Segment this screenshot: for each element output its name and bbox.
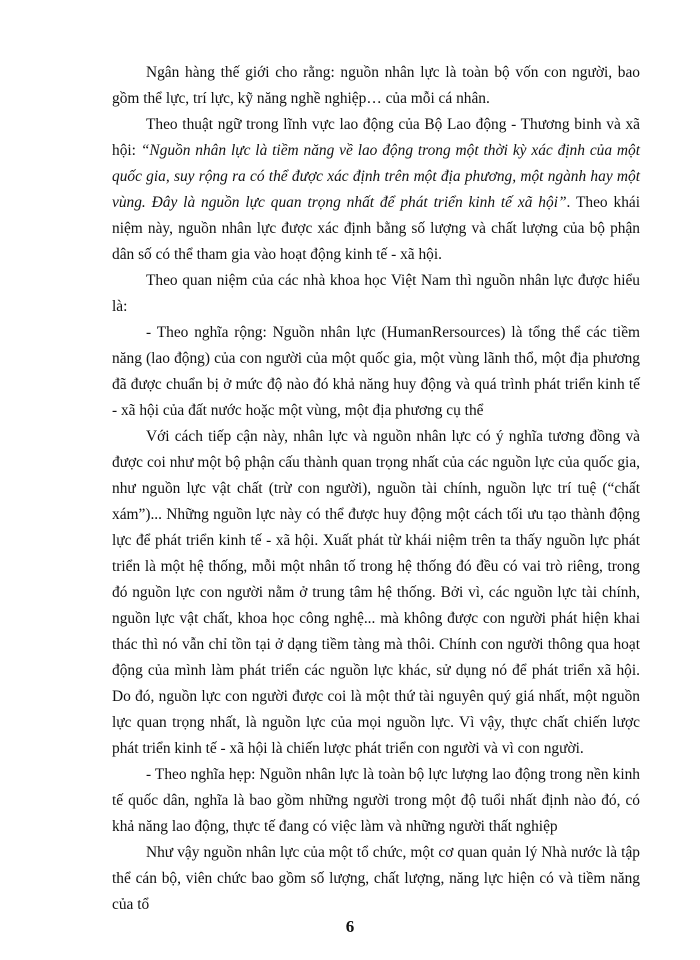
paragraph-ministry-definition [112, 112, 640, 268]
paragraph-world-bank-definition: Ngân hàng thế giới cho rằng: nguồn nhân lực là toàn bộ vốn con người, bao gồm thể lực, trí lực, kỹ năng nghề nghiệp… của mỗi cá nhân. [112, 64, 640, 107]
ministry-outro: . Theo khái niệm này, nguồn nhân lực được xác định bằng số lượng và chất lượng của bộ phận dân số có thể tham gia vào hoạt động kinh tế - xã hội. [112, 194, 641, 263]
paragraph-broad-sense: - Theo nghĩa rộng: Nguồn nhân lực (HumanRersources) là tổng thể các tiềm năng (lao động) của con người của một quốc gia, một vùng lãnh thổ, một địa phương đã được chuẩn bị ở mức độ nào đó khả năng huy động và quá trình phát triển kinh tế - xã hội của đất nước hoặc một vùng, một địa phương cụ thể [112, 324, 640, 419]
paragraph-approach: Với cách tiếp cận này, nhân lực và nguồn nhân lực có ý nghĩa tương đồng và được coi như một bộ phận cấu thành quan trọng nhất của các nguồn lực của quốc gia, như nguồn lực vật chất (trừ con người), nguồn tài chính, nguồn lực trí tuệ (“chất xám”)... Những nguồn lực này có thể được huy động một cách tối ưu tạo thành động lực để phát triển kinh tế - xã hội. Xuất phát từ khái niệm trên ta thấy nguồn lực phát triển là một hệ thống, mỗi một nhân tố trong hệ thống đó đều có vai trò riêng, trong đó nguồn lực con người nằm ở trung tâm hệ thống. Bởi vì, các nguồn lực tài chính, nguồn lực vật chất, khoa học công nghệ... mà không được con người phát hiện khai thác thì nó vẫn chỉ tồn tại ở dạng tiềm tàng mà thôi. Chính con người thông qua hoạt động của mình làm phát triển các nguồn lực khác, sử dụng nó để phát triển xã hội. Do đó, nguồn lực con người được coi là một thứ tài nguyên quý giá nhất, một nguồn lực quan trọng nhất, là nguồn lực của mọi nguồn lực. Vì vậy, thực chất chiến lược phát triển kinh tế - xã hội là chiến lược phát triển con người và vì con người. [112, 428, 640, 757]
paragraph-vietnamese-scholars: Theo quan niệm của các nhà khoa học Việt Nam thì nguồn nhân lực được hiểu là: [112, 272, 640, 315]
paragraph-narrow-sense: - Theo nghĩa hẹp: Nguồn nhân lực là toàn bộ lực lượng lao động trong nền kinh tế quốc dân, nghĩa là bao gồm những người trong một độ tuổi nhất định nào đó, có khả năng lao động, thực tế đang có việc làm và những người thất nghiệp [112, 766, 640, 835]
paragraph-organization: Như vậy nguồn nhân lực của một tổ chức, một cơ quan quản lý Nhà nước là tập thể cán bộ, viên chức bao gồm số lượng, chất lượng, năng lực hiện có và tiềm năng của tổ [112, 844, 640, 913]
page-number: 6 [345, 917, 355, 936]
body-text [112, 60, 640, 918]
ministry-quote: “Nguồn nhân lực là tiềm năng về lao động trong một thời kỳ xác định của một quốc gia, suy rộng ra có thể được xác định trên một địa phương, một ngành hay một vùng. Đây là nguồn lực quan trọng nhất để phát triển kinh tế xã hội” [112, 142, 640, 211]
ministry-intro: Theo thuật ngữ trong lĩnh vực lao động của Bộ Lao động - Thương binh và xã hội: [112, 116, 640, 159]
